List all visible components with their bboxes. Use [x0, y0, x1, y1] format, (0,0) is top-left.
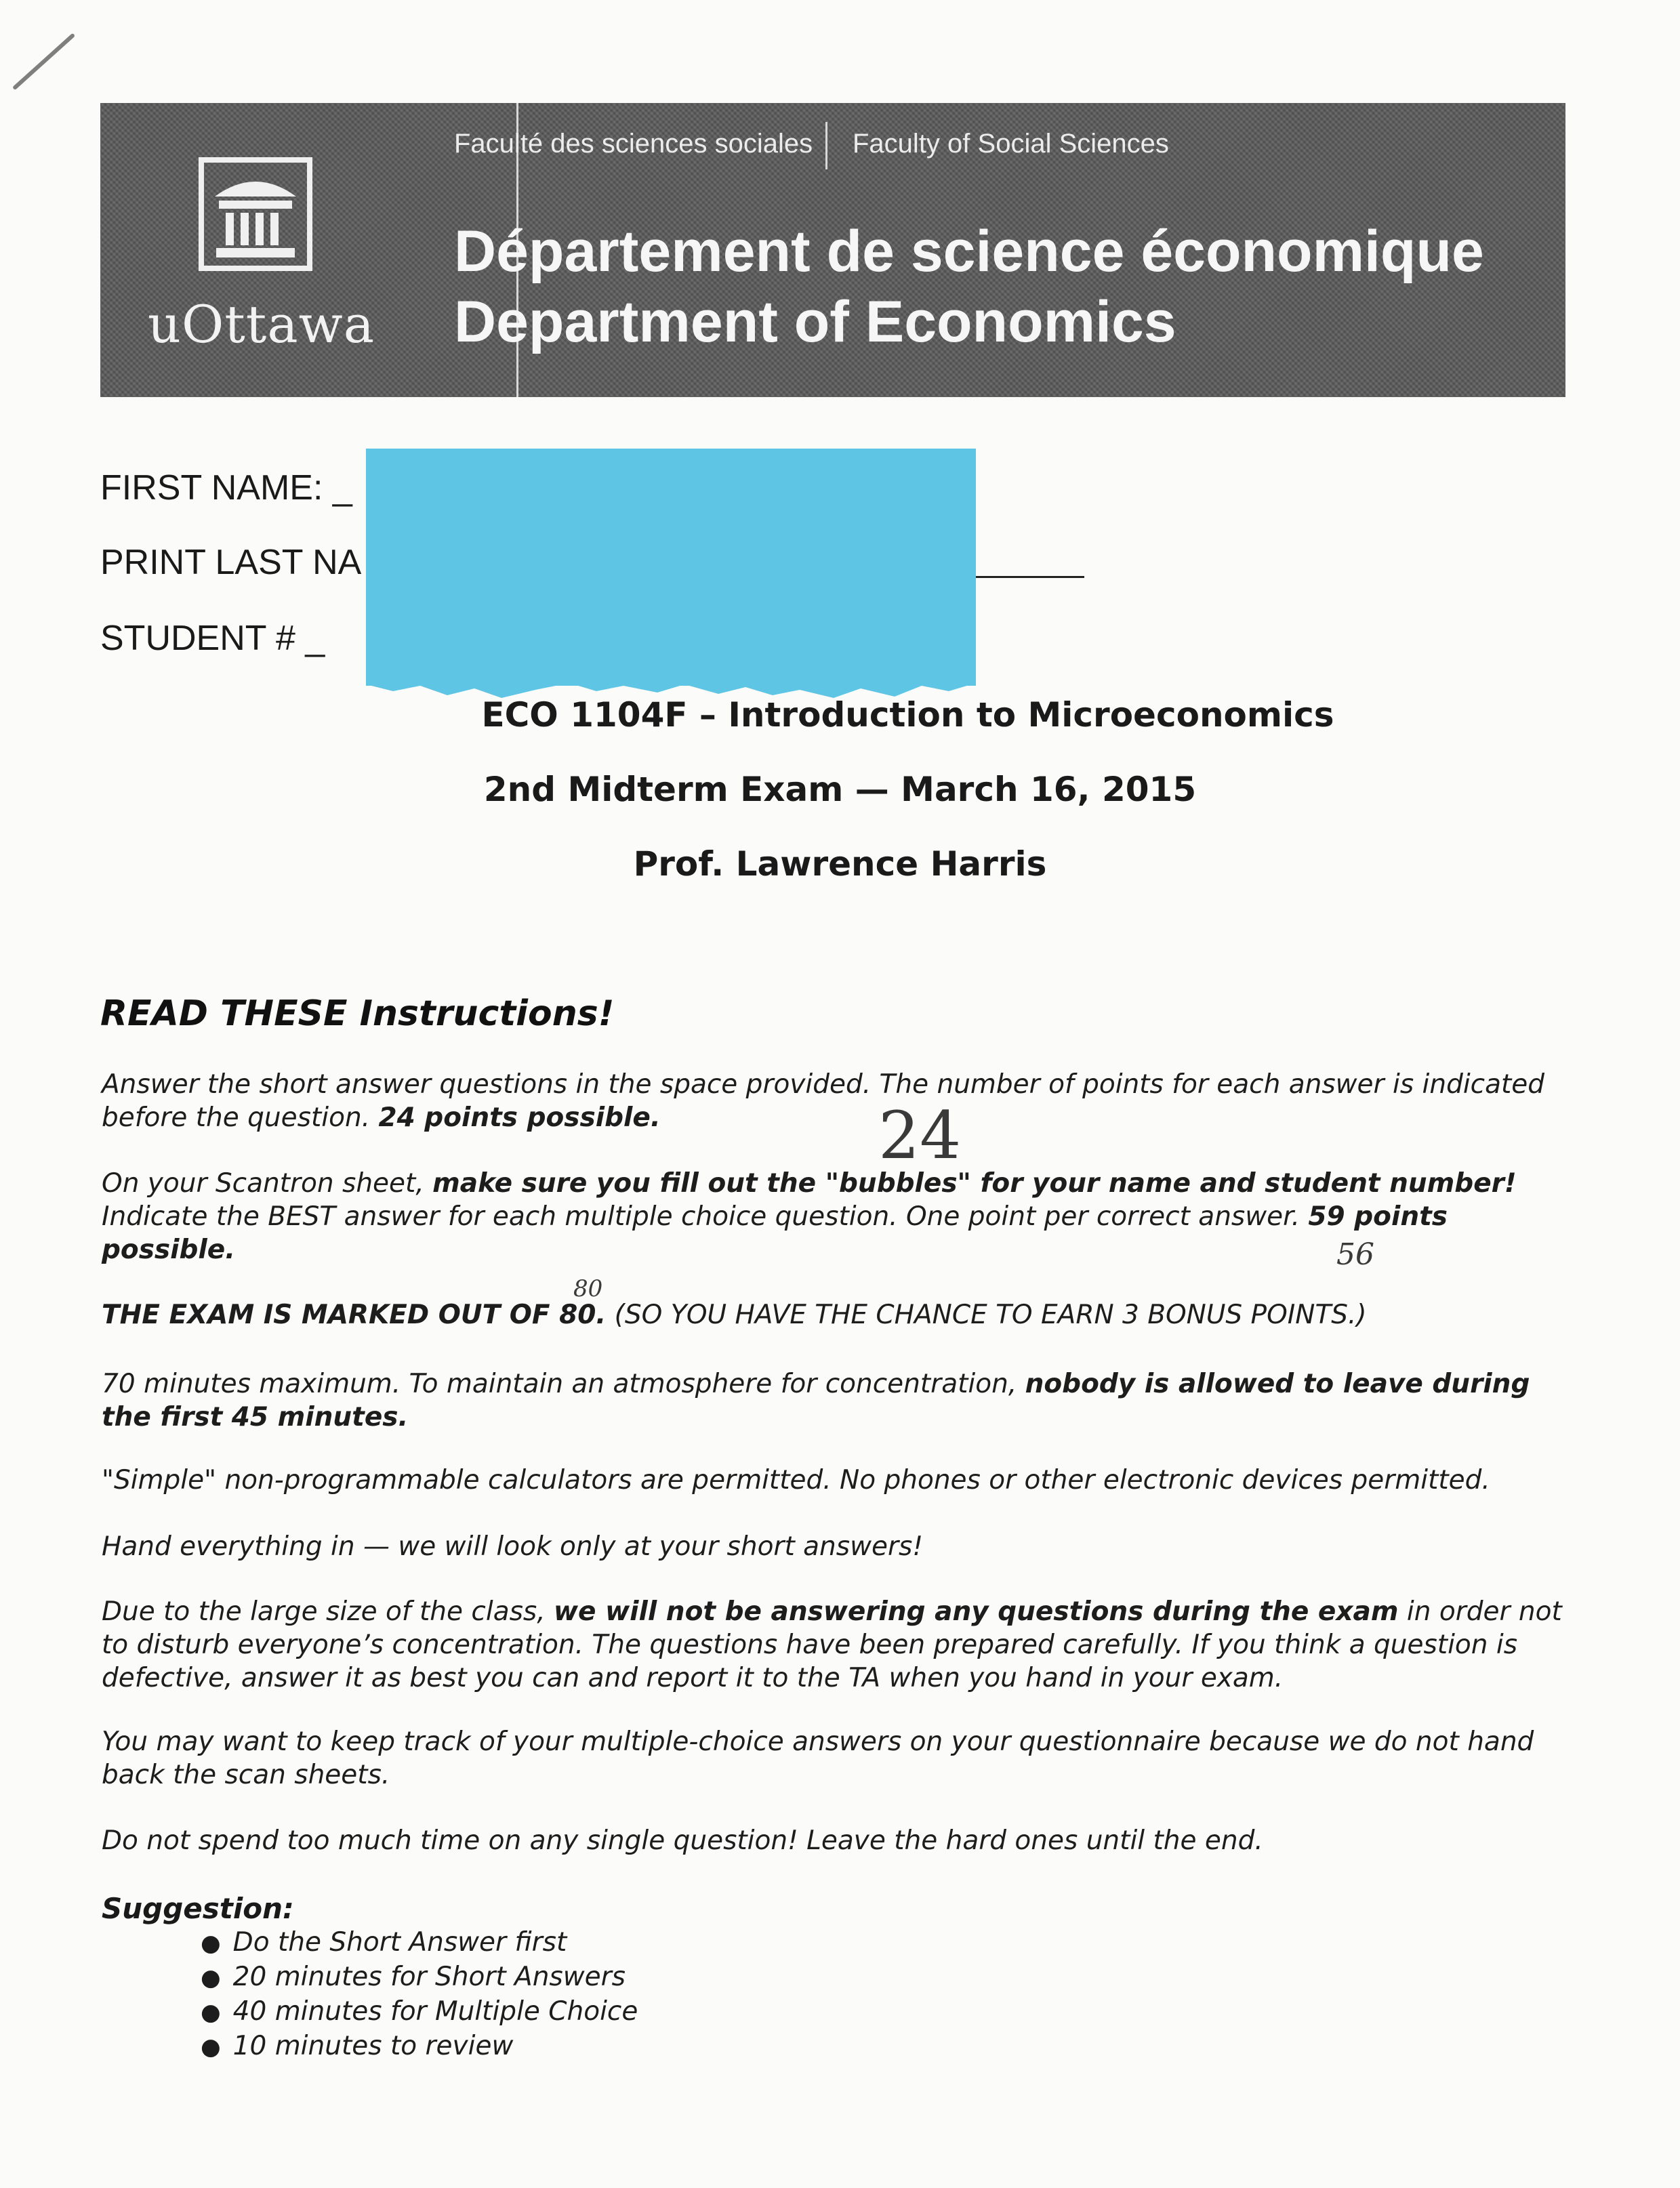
instruction-hand-in: Hand everything in — we will look only at your short answers! — [102, 1531, 923, 1562]
course-title: ECO 1104F – Introduction to Microeconomics — [481, 695, 1334, 735]
instruction-keep-track: You may want to keep track of your multiple-choice answers on your questionnaire because we do not hand back the scan sheets. — [102, 1727, 1534, 1790]
instruction-emphasis: THE EXAM IS MARKED OUT OF 80. — [102, 1300, 607, 1330]
instruction-time-management: Do not spend too much time on any single question! Leave the hard ones until the end. — [102, 1825, 1263, 1856]
instruction-short-answer — [102, 1068, 1579, 1134]
exam-title: 2nd Midterm Exam — March 16, 2015 — [483, 770, 1197, 809]
handwritten-mc-score: 56 — [1336, 1237, 1374, 1272]
instruction-no-questions — [102, 1595, 1579, 1695]
instruction-emphasis: 24 points possible. — [378, 1102, 661, 1133]
instruction-text: Answer the short answer questions in the space provided. The number of points for each answer is indicated before the question. — [102, 1069, 1545, 1133]
student-number-label: STUDENT # _ — [100, 619, 325, 658]
instruction-emphasis: we will not be answering any questions during the exam — [554, 1596, 1399, 1627]
faculty-separator — [825, 122, 827, 169]
instruction-text: in order not to disturb everyone’s concentration. The questions have been prepared carefully. If you think a question is defective, answer it as best you can and report it to the TA when you hand in your exam. — [102, 1596, 1562, 1693]
list-item: ● 40 minutes for Multiple Choice — [201, 1995, 638, 2029]
instruction-text: Due to the large size of the class, — [102, 1596, 554, 1627]
handwritten-total-score: 80 — [573, 1275, 603, 1302]
header-banner — [100, 103, 1565, 397]
redaction-patch — [366, 449, 976, 686]
list-item: ● 20 minutes for Short Answers — [201, 1960, 638, 1995]
department-name-fr: Département de science économique — [454, 219, 1484, 284]
uottawa-building-icon — [199, 157, 312, 271]
instruction-emphasis: 59 points possible. — [102, 1201, 1448, 1265]
instruction-time-limit — [102, 1367, 1579, 1434]
faculty-name-en: Faculty of Social Sciences — [853, 129, 1169, 159]
instruction-emphasis: nobody is allowed to leave during the first 45 minutes. — [102, 1369, 1530, 1432]
pen-mark — [12, 33, 75, 90]
last-name-underline — [976, 576, 1084, 578]
logo-text: uOttawa — [148, 294, 375, 354]
instruction-emphasis: make sure you fill out the "bubbles" for your name and student number! — [432, 1168, 1517, 1199]
instruction-marked-out-of — [102, 1298, 1579, 1332]
suggestion-list — [201, 1926, 638, 2064]
professor-name: Prof. Lawrence Harris — [633, 844, 1047, 884]
instruction-text: 70 minutes maximum. To maintain an atmosphere for concentration, — [102, 1369, 1025, 1399]
handwritten-short-answer-score: 24 — [878, 1098, 962, 1174]
faculty-name-fr: Faculté des sciences sociales — [454, 129, 813, 159]
instruction-calculators: "Simple" non-programmable calculators are permitted. No phones or other electronic devices permitted. — [102, 1465, 1490, 1495]
instruction-text: On your Scantron sheet, — [102, 1168, 433, 1199]
instruction-text: (SO YOU HAVE THE CHANCE TO EARN 3 BONUS POINTS.) — [606, 1300, 1367, 1330]
list-item: ● Do the Short Answer first — [201, 1926, 638, 1960]
first-name-label: FIRST NAME: _ — [100, 468, 352, 508]
list-item: ● 10 minutes to review — [201, 2029, 638, 2064]
suggestion-title: Suggestion: — [102, 1892, 294, 1925]
instruction-text: Indicate the BEST answer for each multiple choice question. One point per correct answer. — [102, 1201, 1309, 1232]
last-name-label: PRINT LAST NA — [100, 543, 362, 582]
instructions-heading: READ THESE Instructions! — [100, 993, 615, 1034]
department-name-en: Department of Economics — [454, 289, 1176, 354]
